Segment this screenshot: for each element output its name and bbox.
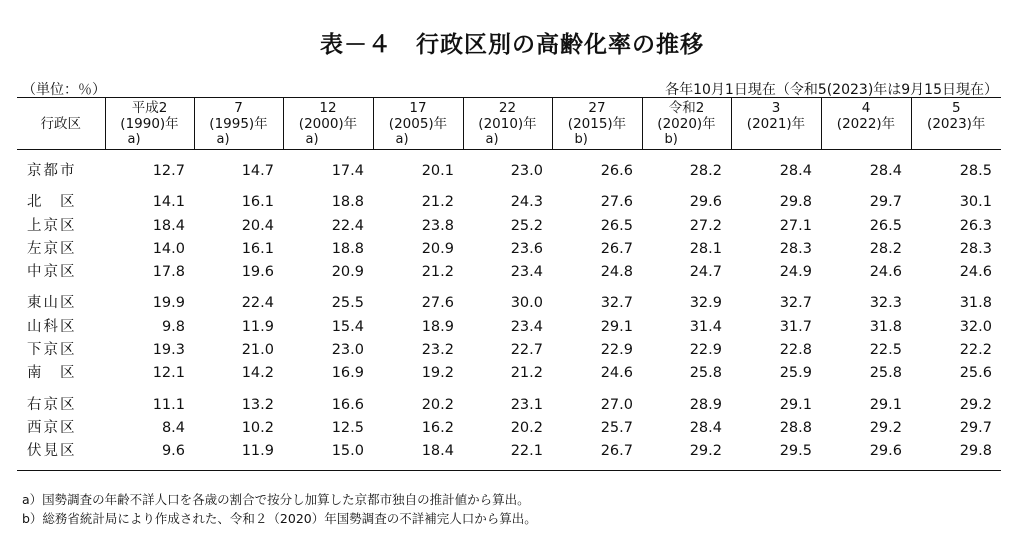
ward-name: 京都市 <box>27 163 77 179</box>
rate-cell: 23.4 <box>510 318 543 335</box>
rate-cell: 23.1 <box>510 396 543 413</box>
rate-cell: 28.9 <box>689 396 722 413</box>
table-row <box>17 339 1001 362</box>
rate-cell: 21.2 <box>510 365 543 382</box>
rate-cell: 30.0 <box>510 295 543 312</box>
rate-cell: 32.3 <box>869 295 902 312</box>
rate-cell: 28.2 <box>869 240 902 257</box>
rate-cell: 29.8 <box>911 440 1001 470</box>
table-row <box>17 417 1001 440</box>
rate-cell: 25.2 <box>510 217 543 234</box>
rate-cell: 23.0 <box>331 342 364 359</box>
rate-cell: 26.6 <box>600 163 633 179</box>
rate-cell: 31.4 <box>689 318 722 335</box>
rate-cell: 11.9 <box>194 440 283 470</box>
rate-cell: 23.4 <box>510 264 543 281</box>
rate-cell: 17.4 <box>331 163 364 179</box>
rate-cell: 16.6 <box>331 396 364 413</box>
year-header: 7 (1995)年 a) <box>194 98 283 150</box>
ward-name: 中京区 <box>27 264 77 281</box>
rate-cell: 22.7 <box>510 342 543 359</box>
ward-name: 伏見区 <box>17 440 105 470</box>
rate-cell: 29.6 <box>689 194 722 211</box>
footnote-b: b）総務省統計局により作成された、令和２（2020）年国勢調査の不詳補完人口から算出。 <box>22 511 537 526</box>
ward-name: 東山区 <box>27 295 77 312</box>
table-row <box>17 362 1001 385</box>
rate-cell: 22.4 <box>331 217 364 234</box>
rate-cell: 29.1 <box>779 396 812 413</box>
rate-cell: 31.8 <box>869 318 902 335</box>
rate-cell: 17.8 <box>152 264 185 281</box>
ward-name: 上京区 <box>27 217 77 234</box>
footnote-a: a）国勢調査の年齢不詳人口を各歳の割合で按分し加算した京都市独自の推計値から算出。 <box>22 492 530 507</box>
rate-cell: 28.4 <box>689 419 722 436</box>
rate-cell: 21.2 <box>421 194 454 211</box>
rate-cell: 9.8 <box>161 318 185 335</box>
aging-rate-table <box>17 97 1001 471</box>
rate-cell: 27.6 <box>421 295 454 312</box>
rate-cell: 18.4 <box>152 217 185 234</box>
rate-cell: 27.2 <box>689 217 722 234</box>
rate-cell: 28.4 <box>779 163 812 179</box>
rate-cell: 26.5 <box>869 217 902 234</box>
rate-cell: 18.4 <box>373 440 463 470</box>
year-header: 平成2 (1990)年 a) <box>105 98 194 150</box>
ward-column-header: 行政区 <box>17 98 105 150</box>
rate-cell: 32.7 <box>600 295 633 312</box>
rate-cell: 16.2 <box>421 419 454 436</box>
rate-cell: 28.8 <box>779 419 812 436</box>
rate-cell: 16.1 <box>241 194 274 211</box>
year-header: 22 (2010)年 a) <box>463 98 552 150</box>
year-header: 4 (2022)年 <box>821 98 911 150</box>
rate-cell: 29.6 <box>821 440 911 470</box>
year-header: 17 (2005)年 a) <box>373 98 463 150</box>
rate-cell: 24.6 <box>869 264 902 281</box>
year-header: 12 (2000)年 a) <box>283 98 373 150</box>
year-header: 令和2 (2020)年 b) <box>642 98 731 150</box>
rate-cell: 26.7 <box>552 440 642 470</box>
rate-cell: 31.7 <box>779 318 812 335</box>
rate-cell: 23.8 <box>421 217 454 234</box>
table-row <box>17 215 1001 238</box>
rate-cell: 22.8 <box>779 342 812 359</box>
rate-cell: 27.1 <box>779 217 812 234</box>
rate-cell: 30.1 <box>959 194 992 211</box>
table-row <box>17 261 1001 284</box>
year-header: 3 (2021)年 <box>731 98 821 150</box>
rate-cell: 9.6 <box>105 440 194 470</box>
table-row <box>17 440 1001 470</box>
rate-cell: 24.7 <box>689 264 722 281</box>
rate-cell: 20.9 <box>331 264 364 281</box>
rate-cell: 29.5 <box>731 440 821 470</box>
rate-cell: 28.1 <box>689 240 722 257</box>
rate-cell: 24.9 <box>779 264 812 281</box>
rate-cell: 11.9 <box>241 318 274 335</box>
table-row <box>17 238 1001 261</box>
ward-name: 右京区 <box>27 396 77 413</box>
year-header: 5 (2023)年 <box>911 98 1001 150</box>
rate-cell: 24.6 <box>600 365 633 382</box>
rate-cell: 24.6 <box>959 264 992 281</box>
ward-name: 南 区 <box>27 365 77 382</box>
rate-cell: 29.7 <box>959 419 992 436</box>
rate-cell: 14.1 <box>152 194 185 211</box>
ward-name: 山科区 <box>27 318 77 335</box>
rate-cell: 29.8 <box>779 194 812 211</box>
rate-cell: 21.2 <box>421 264 454 281</box>
rate-cell: 20.9 <box>421 240 454 257</box>
rate-cell: 27.6 <box>600 194 633 211</box>
rate-cell: 25.8 <box>869 365 902 382</box>
rate-cell: 25.7 <box>600 419 633 436</box>
rate-cell: 29.1 <box>869 396 902 413</box>
rate-cell: 19.2 <box>421 365 454 382</box>
table-row <box>17 386 1001 417</box>
rate-cell: 15.0 <box>283 440 373 470</box>
rate-cell: 28.2 <box>689 163 722 179</box>
unit-label: （単位：％） <box>22 82 106 98</box>
rate-cell: 19.9 <box>152 295 185 312</box>
ward-name: 北 区 <box>27 194 77 211</box>
rate-cell: 16.1 <box>241 240 274 257</box>
rate-cell: 29.2 <box>642 440 731 470</box>
ward-name: 西京区 <box>27 419 77 436</box>
rate-cell: 25.6 <box>959 365 992 382</box>
rate-cell: 29.7 <box>869 194 902 211</box>
rate-cell: 10.2 <box>241 419 274 436</box>
rate-cell: 32.9 <box>689 295 722 312</box>
rate-cell: 28.3 <box>779 240 812 257</box>
rate-cell: 27.0 <box>600 396 633 413</box>
table-row <box>17 284 1001 315</box>
rate-cell: 23.2 <box>421 342 454 359</box>
rate-cell: 18.9 <box>421 318 454 335</box>
rate-cell: 29.2 <box>869 419 902 436</box>
rate-cell: 25.9 <box>779 365 812 382</box>
rate-cell: 24.3 <box>510 194 543 211</box>
rate-cell: 12.1 <box>152 365 185 382</box>
rate-cell: 23.0 <box>510 163 543 179</box>
table-row <box>17 183 1001 214</box>
rate-cell: 22.9 <box>689 342 722 359</box>
rate-cell: 14.7 <box>241 163 274 179</box>
rate-cell: 26.5 <box>600 217 633 234</box>
rate-cell: 22.4 <box>241 295 274 312</box>
rate-cell: 16.9 <box>331 365 364 382</box>
ward-name: 下京区 <box>27 342 77 359</box>
rate-cell: 19.6 <box>241 264 274 281</box>
rate-cell: 28.4 <box>869 163 902 179</box>
table-body <box>17 150 1001 471</box>
rate-cell: 32.7 <box>779 295 812 312</box>
rate-cell: 22.5 <box>869 342 902 359</box>
rate-cell: 29.2 <box>959 396 992 413</box>
rate-cell: 29.1 <box>600 318 633 335</box>
rate-cell: 20.4 <box>241 217 274 234</box>
rate-cell: 32.0 <box>959 318 992 335</box>
rate-cell: 25.5 <box>331 295 364 312</box>
rate-cell: 15.4 <box>331 318 364 335</box>
rate-cell: 25.8 <box>689 365 722 382</box>
rate-cell: 22.1 <box>463 440 552 470</box>
rate-cell: 21.0 <box>241 342 274 359</box>
rate-cell: 12.5 <box>331 419 364 436</box>
rate-cell: 28.5 <box>959 163 992 179</box>
rate-cell: 26.3 <box>959 217 992 234</box>
rate-cell: 28.3 <box>959 240 992 257</box>
rate-cell: 31.8 <box>959 295 992 312</box>
rate-cell: 12.7 <box>152 163 185 179</box>
rate-cell: 20.2 <box>421 396 454 413</box>
ward-name: 左京区 <box>27 240 77 257</box>
footnotes <box>22 490 537 528</box>
year-header: 27 (2015)年 b) <box>552 98 642 150</box>
rate-cell: 14.0 <box>152 240 185 257</box>
rate-cell: 18.8 <box>331 194 364 211</box>
header-row <box>17 98 1001 150</box>
table-row <box>17 150 1001 184</box>
rate-cell: 22.9 <box>600 342 633 359</box>
rate-cell: 20.2 <box>510 419 543 436</box>
rate-cell: 11.1 <box>152 396 185 413</box>
rate-cell: 22.2 <box>959 342 992 359</box>
rate-cell: 23.6 <box>510 240 543 257</box>
table-title: 表－４ 行政区別の高齢化率の推移 <box>320 32 704 58</box>
rate-cell: 14.2 <box>241 365 274 382</box>
rate-cell: 8.4 <box>161 419 185 436</box>
rate-cell: 13.2 <box>241 396 274 413</box>
rate-cell: 18.8 <box>331 240 364 257</box>
rate-cell: 19.3 <box>152 342 185 359</box>
as-of-date: 各年10月1日現在（令和5(2023)年は9月15日現在） <box>665 82 998 98</box>
rate-cell: 24.8 <box>600 264 633 281</box>
rate-cell: 20.1 <box>421 163 454 179</box>
rate-cell: 26.7 <box>600 240 633 257</box>
table-row <box>17 316 1001 339</box>
